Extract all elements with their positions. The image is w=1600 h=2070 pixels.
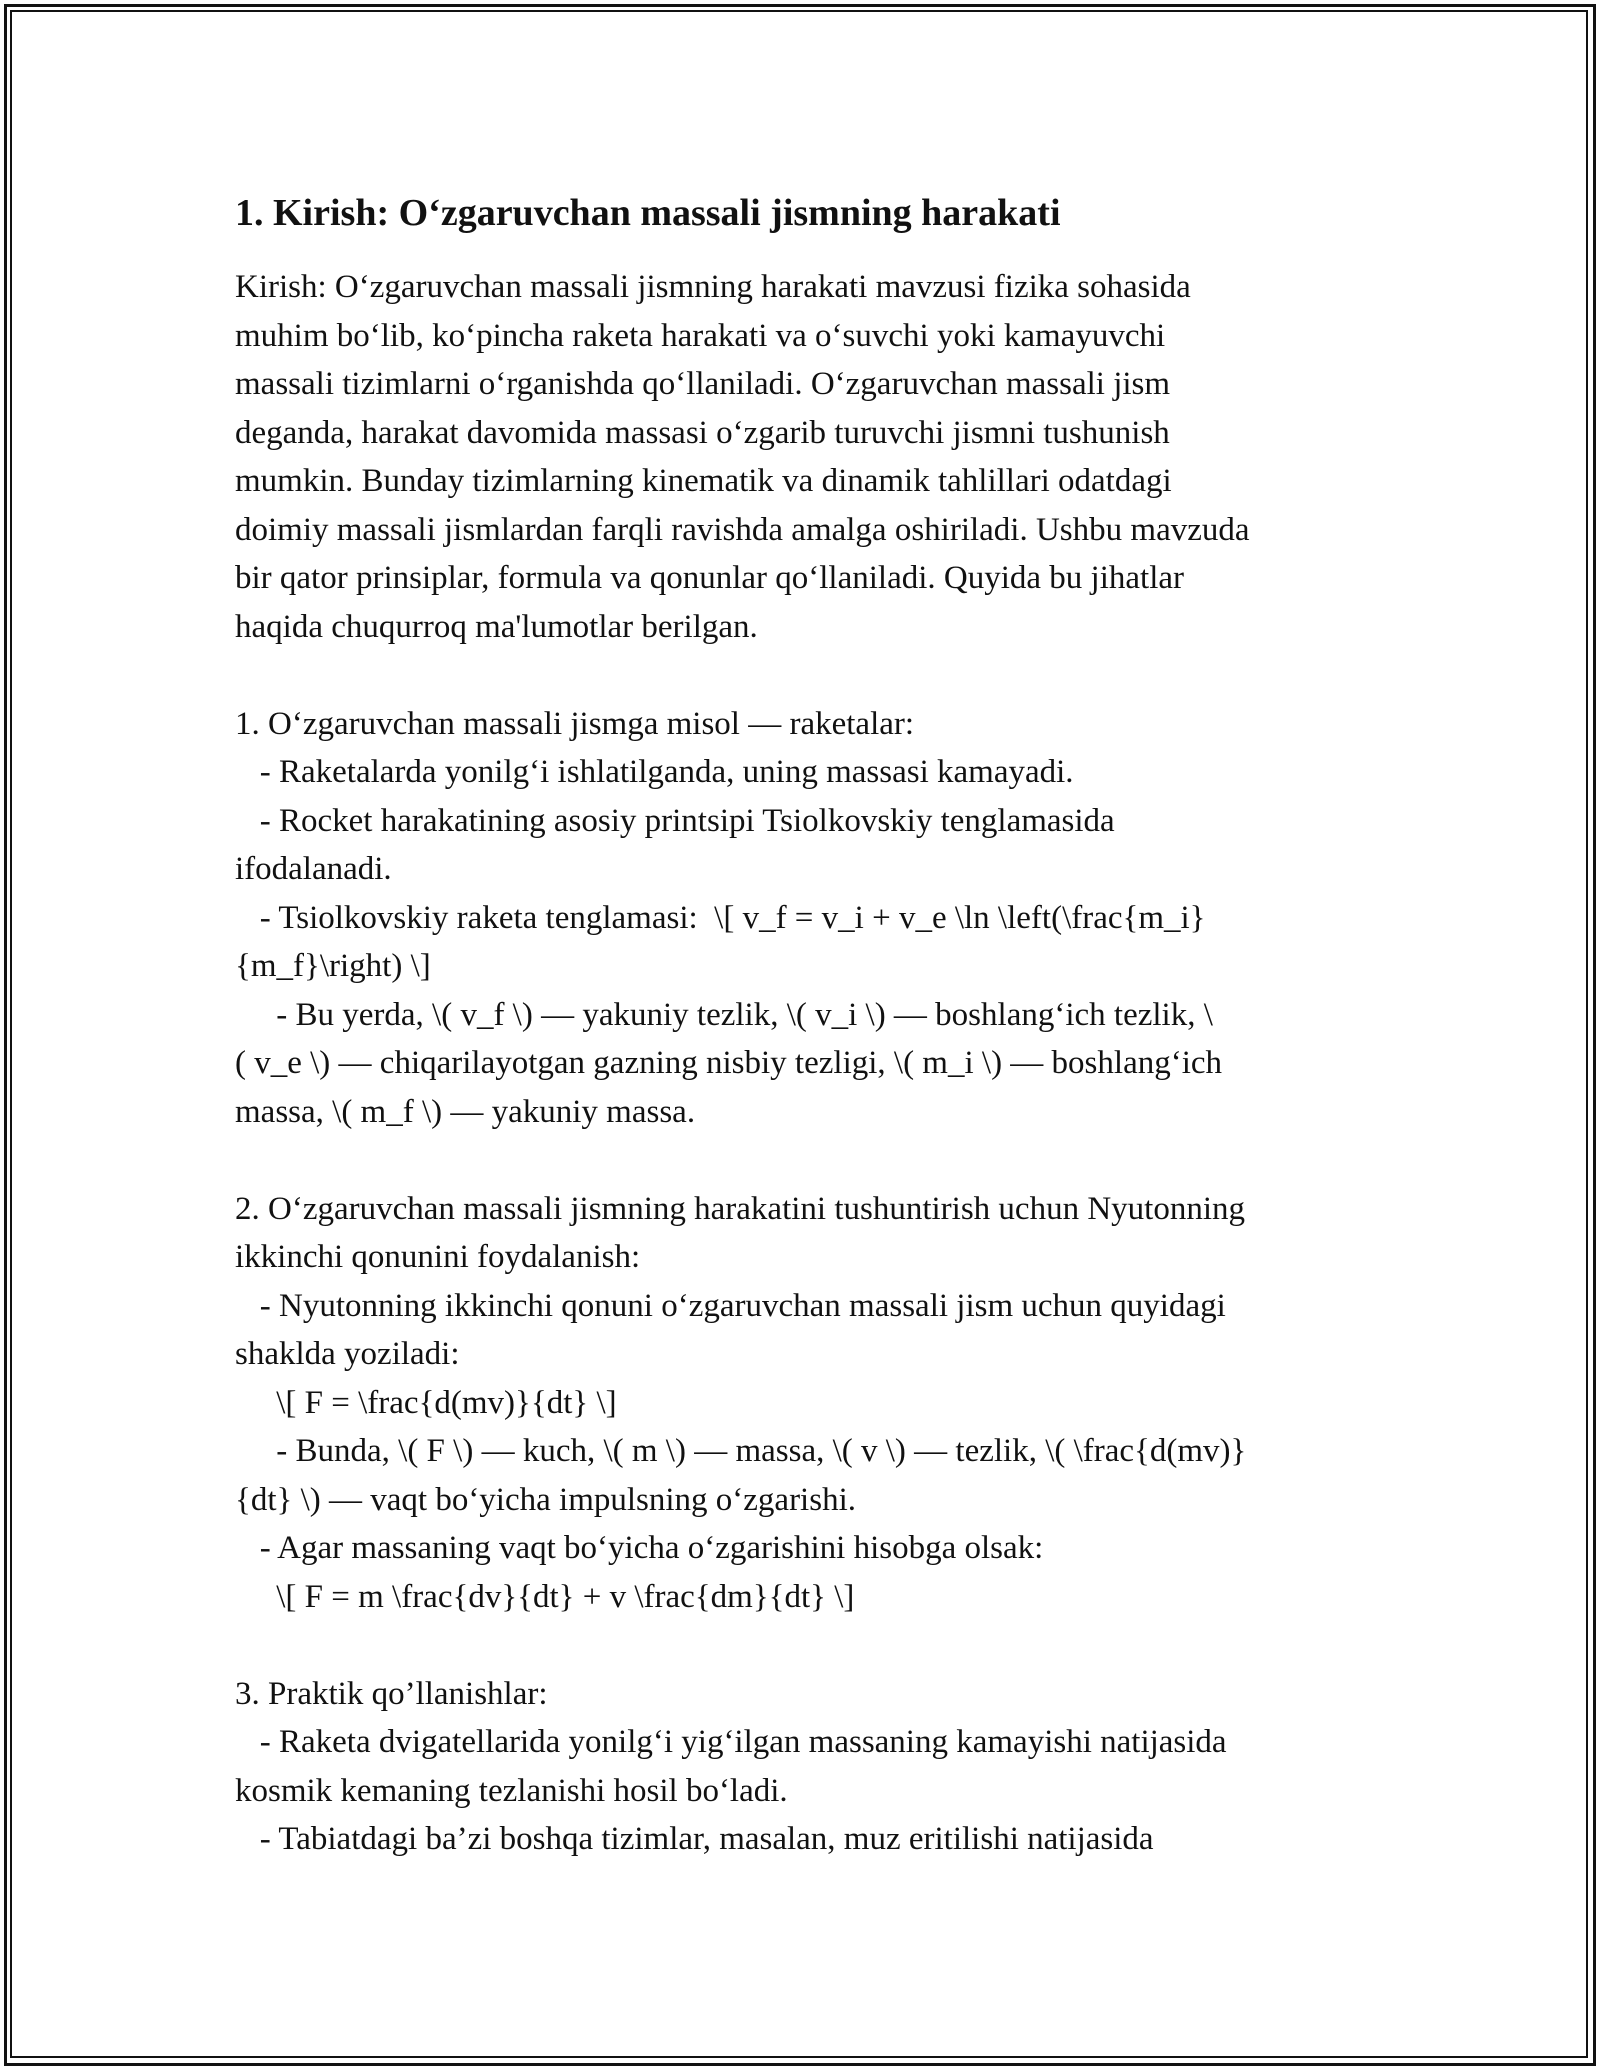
- text-line: - Raketalarda yonilg‘i ishlatilganda, uning massasi kamayadi.: [235, 754, 1074, 790]
- text-line: - Rocket harakatining asosiy printsipi Tsiolkovskiy tenglamasida: [235, 802, 1115, 839]
- text-line: - Bu yerda, \( v_f \) — yakuniy tezlik, \( v_i \) — boshlang‘ich tezlik, \: [235, 996, 1213, 1033]
- text-line: ifodalanadi.: [235, 851, 392, 887]
- text-line: - Tsiolkovskiy raketa tenglamasi: \[ v_f = v_i + v_e \ln \left(\frac{m_i}: [235, 899, 1206, 936]
- text-line: massa, \( m_f \) — yakuniy massa.: [235, 1093, 696, 1130]
- text-line: - Raketa dvigatellarida yonilg‘i yig‘ilgan massaning kamayishi natijasida: [235, 1724, 1227, 1760]
- text-line: haqida chuqurroq ma'lumotlar berilgan.: [235, 608, 758, 645]
- text-line: ( v_e \) — chiqarilayotgan gazning nisbiy tezligi, \( m_i \) — boshlang‘ich: [235, 1045, 1223, 1081]
- text-line: deganda, harakat davomida massasi o‘zgarib turuvchi jismni tushunish: [235, 414, 1170, 451]
- text-line: - Nyutonning ikkinchi qonuni o‘zgaruvchan massali jism uchun quyidagi: [235, 1287, 1226, 1324]
- text-line: muhim bo‘lib, ko‘pincha raketa harakati va o‘suvchi yoki kamayuvchi: [235, 317, 1166, 354]
- text-line: \[ F = \frac{d(mv)}{dt} \]: [235, 1384, 617, 1421]
- blank-line: [235, 1136, 1375, 1185]
- text-line: - Bunda, \( F \) — kuch, \( m \) — massa, \( v \) — tezlik, \( \frac{d(mv)}: [235, 1433, 1247, 1469]
- text-line: {m_f}\right) \]: [235, 948, 431, 984]
- document-body: [235, 263, 1375, 1864]
- text-line: ikkinchi qonunini foydalanish:: [235, 1239, 641, 1275]
- text-line: mumkin. Bunday tizimlarning kinematik va dinamik tahlillari odatdagi: [235, 463, 1172, 499]
- text-line: {dt} \) — vaqt bo‘yicha impulsning o‘zgarishi.: [235, 1481, 856, 1518]
- document-page: [235, 185, 1375, 1864]
- text-line: Kirish: O‘zgaruvchan massali jismning harakati mavzusi fizika sohasida: [235, 269, 1191, 305]
- text-line: 3. Praktik qo’llanishlar:: [235, 1675, 548, 1712]
- text-line: kosmik kemaning tezlanishi hosil bo‘ladi.: [235, 1772, 788, 1809]
- blank-line: [235, 1621, 1375, 1670]
- text-line: bir qator prinsiplar, formula va qonunlar qo‘llaniladi. Quyida bu jihatlar: [235, 560, 1185, 596]
- text-line: \[ F = m \frac{dv}{dt} + v \frac{dm}{dt} \]: [235, 1578, 855, 1615]
- text-line: doimiy massali jismlardan farqli ravishda amalga oshiriladi. Ushbu mavzuda: [235, 511, 1250, 548]
- text-line: - Tabiatdagi ba’zi boshqa tizimlar, masalan, muz eritilishi natijasida: [235, 1821, 1154, 1857]
- text-line: - Agar massaning vaqt bo‘yicha o‘zgarishini hisobga olsak:: [235, 1530, 1044, 1566]
- text-line: 1. O‘zgaruvchan massali jismga misol — raketalar:: [235, 705, 915, 742]
- text-line: 2. O‘zgaruvchan massali jismning harakatini tushuntirish uchun Nyutonning: [235, 1190, 1245, 1227]
- blank-line: [235, 651, 1375, 700]
- text-line: shaklda yoziladi:: [235, 1336, 460, 1372]
- document-title: 1. Kirish: O‘zgaruvchan massali jismning harakati: [235, 192, 1061, 234]
- text-line: massali tizimlarni o‘rganishda qo‘llaniladi. O‘zgaruvchan massali jism: [235, 366, 1171, 402]
